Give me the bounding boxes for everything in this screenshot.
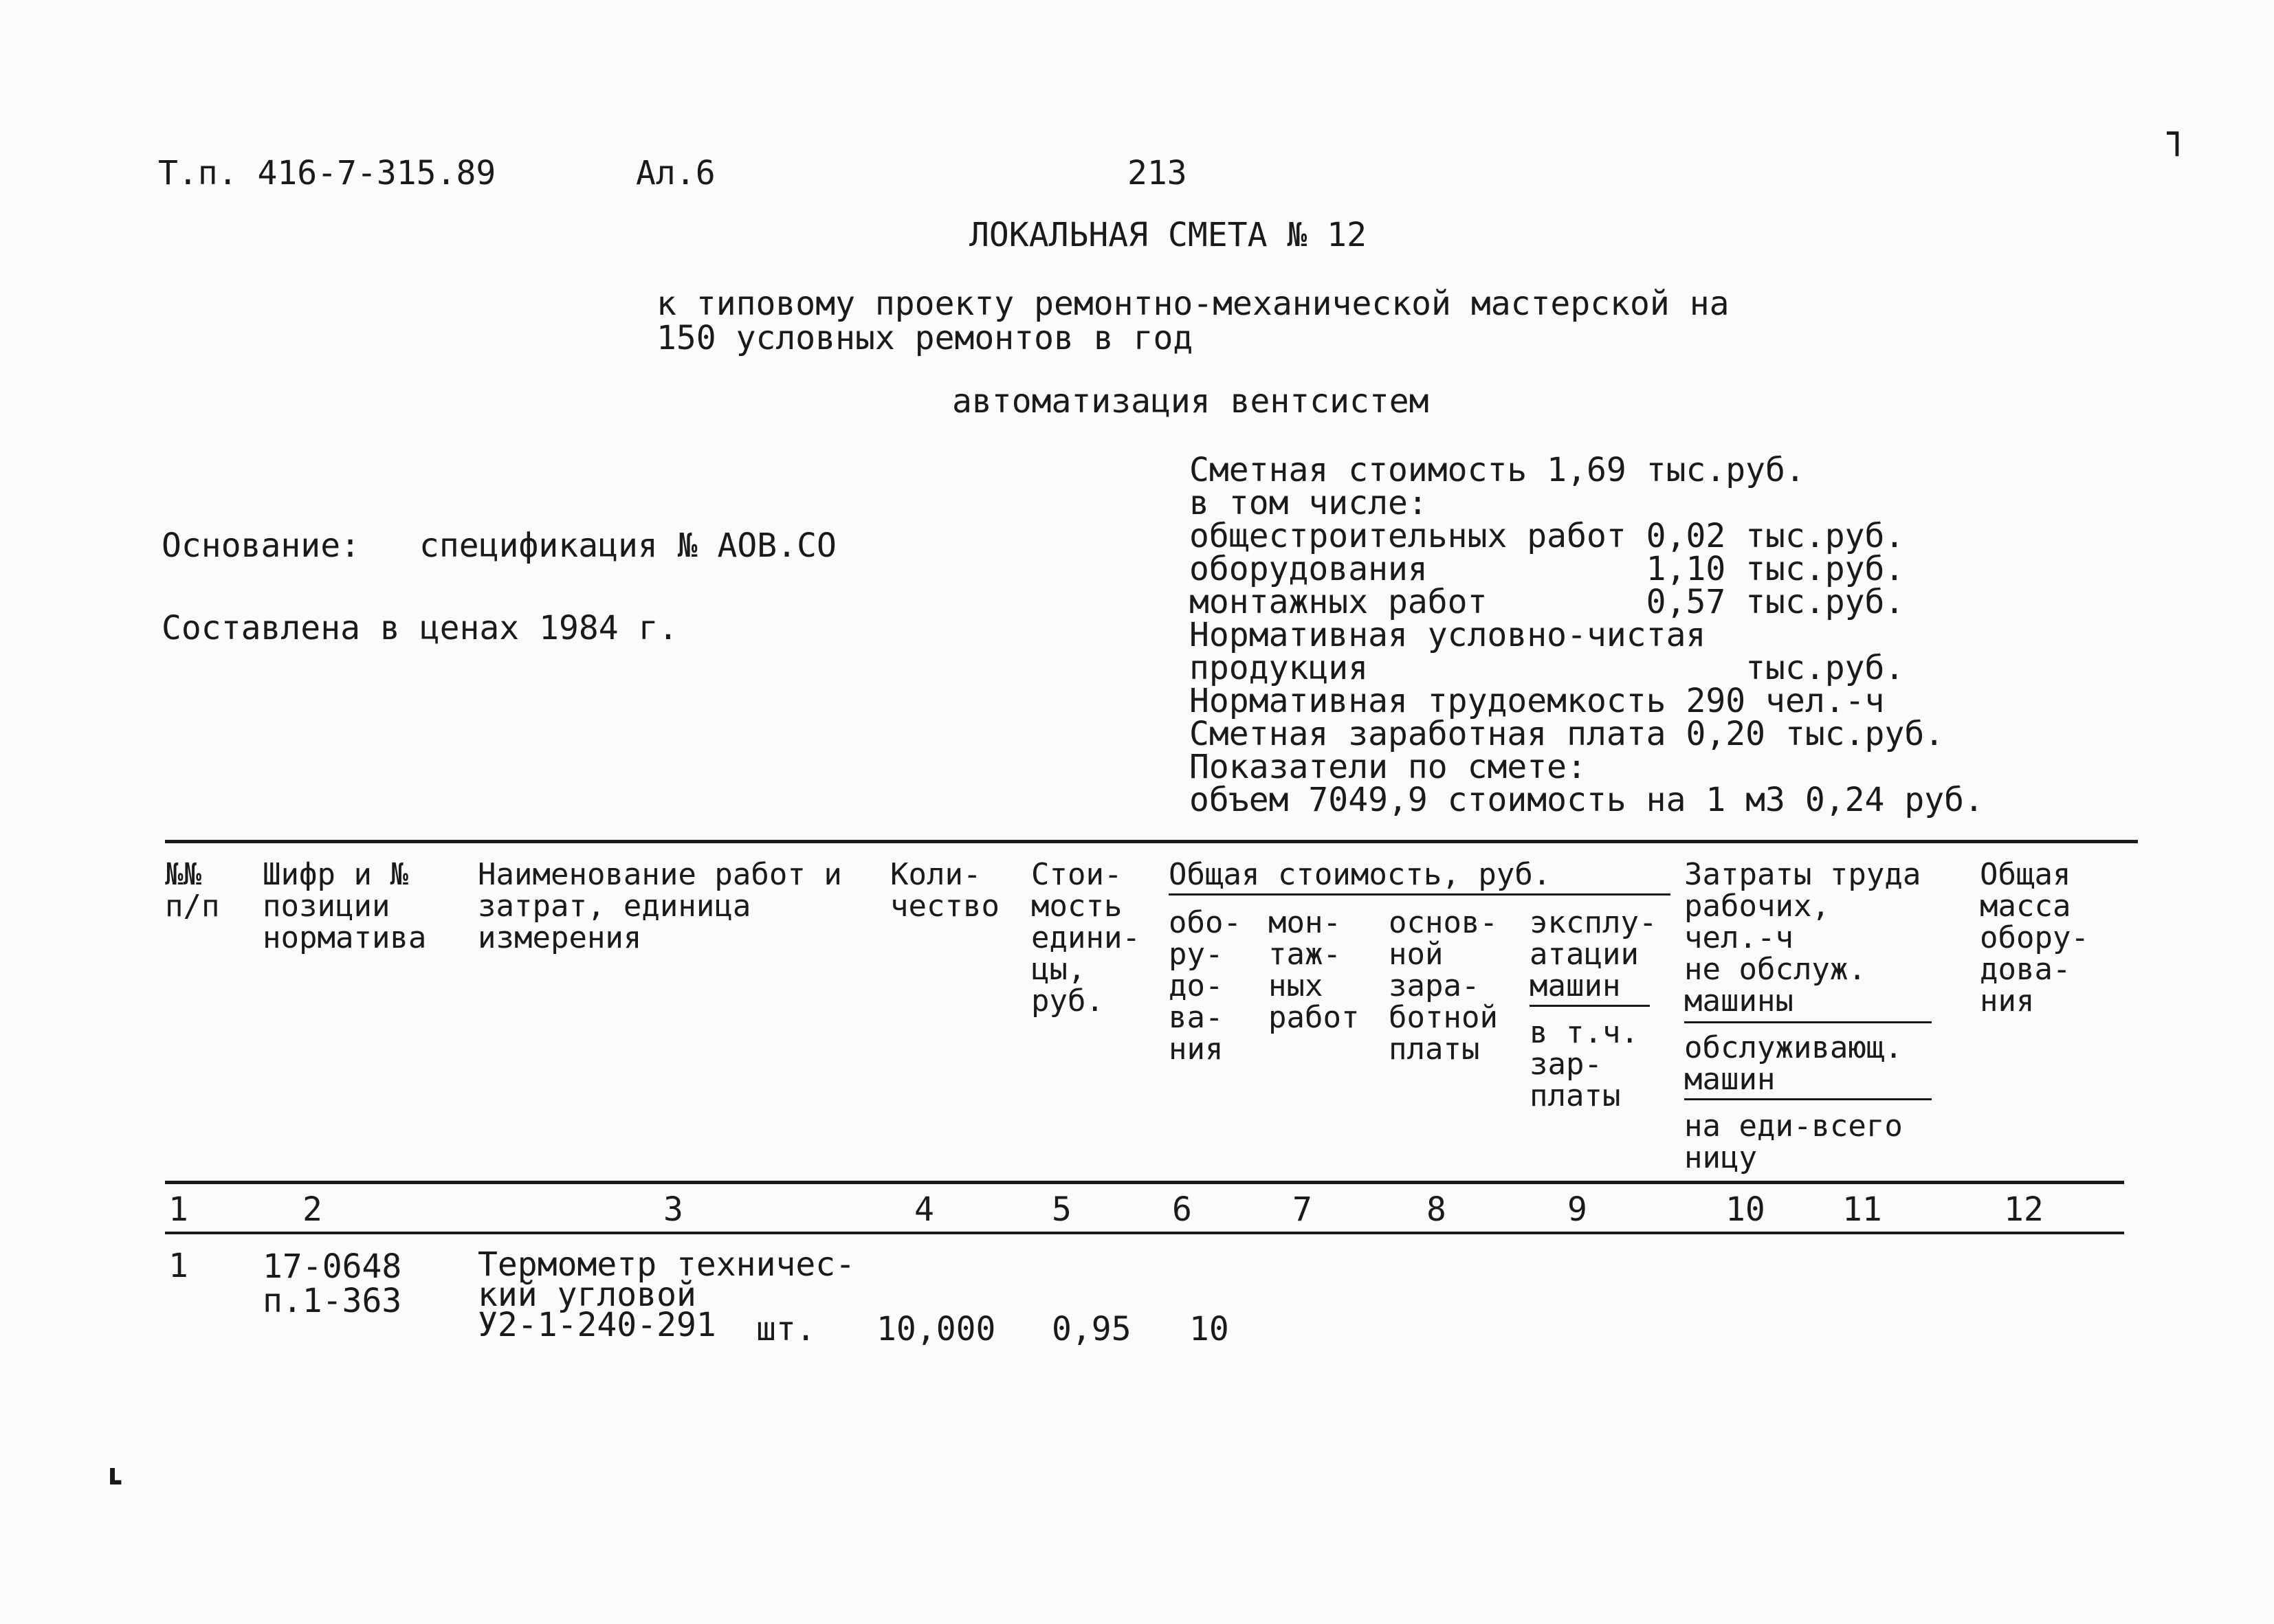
summary-line: Нормативная трудоемкость 290 чел.-ч — [1189, 682, 1885, 720]
summary-line: Сметная стоимость 1,69 тыс.руб. — [1189, 451, 1805, 489]
machine-operation-underline — [1530, 1005, 1650, 1007]
album-number: Ал.6 — [636, 154, 716, 192]
doc-code: Т.п. 416-7-315.89 — [158, 154, 496, 192]
row-code: 17-0648 п.1-363 — [263, 1247, 402, 1320]
col-number: 6 — [1172, 1190, 1192, 1229]
col-header-installation: мон- таж- ных работ — [1268, 905, 1360, 1035]
col-header-machine-operation: эксплу- атации машин — [1530, 905, 1657, 1003]
labor-service-underline — [1684, 1098, 1932, 1100]
row-number: 1 — [168, 1247, 188, 1285]
row-quantity: 10,000 — [876, 1310, 996, 1348]
summary-line: в том числе: — [1189, 484, 1428, 522]
col-number: 12 — [2004, 1190, 2044, 1229]
col-header-name: Наименование работ и затрат, единица измерения — [478, 857, 842, 955]
col-number: 9 — [1567, 1190, 1587, 1229]
section-title: автоматизация вентсистем — [952, 382, 1429, 421]
corner-mark-bottom-icon: ʟ — [107, 1457, 125, 1492]
summary-line: объем 7049,9 стоимость на 1 м3 0,24 руб. — [1189, 781, 1984, 819]
summary-line: общестроительных работ 0,02 тыс.руб. — [1189, 517, 1905, 555]
col-number: 5 — [1052, 1190, 1072, 1229]
col-number: 11 — [1842, 1190, 1882, 1229]
row-unit-cost: 0,95 — [1052, 1310, 1132, 1348]
column-numbers-rule — [165, 1232, 2124, 1234]
col-header-labor-nonservice: Затраты труда рабочих, чел.-ч не обслуж. машины — [1684, 857, 1921, 1019]
table-top-rule — [165, 840, 2138, 843]
col-header-code: Шифр и № позиции норматива — [263, 857, 427, 955]
summary-line: монтажных работ 0,57 тыс.руб. — [1189, 583, 1905, 621]
summary-line: продукция тыс.руб. — [1189, 649, 1905, 687]
row-equipment-cost: 10 — [1189, 1310, 1229, 1348]
header-bottom-rule — [165, 1181, 2124, 1184]
col-number: 4 — [914, 1190, 934, 1229]
corner-mark-icon: ˥ — [2162, 124, 2184, 165]
prices-year: Составлена в ценах 1984 г. — [162, 609, 678, 647]
col-header-labor-per-unit-total: на еди-всего ницу — [1684, 1109, 1903, 1175]
labor-nonservice-underline — [1684, 1021, 1932, 1023]
col-number: 3 — [663, 1190, 683, 1229]
col-number: 10 — [1725, 1190, 1765, 1229]
document-title: ЛОКАЛЬНАЯ СМЕТА № 12 — [969, 216, 1367, 254]
col-header-equipment: обо- ру- до- ва- ния — [1169, 905, 1241, 1067]
col-header-quantity: Коли- чество — [890, 857, 1000, 924]
summary-line: Показатели по смете: — [1189, 748, 1587, 786]
row-unit: шт. — [756, 1310, 816, 1348]
col-number: 2 — [302, 1190, 322, 1229]
col-header-base-wage: основ- ной зара- ботной платы — [1389, 905, 1498, 1067]
col-header-mass: Общая масса обору- дова- ния — [1980, 857, 2089, 1019]
col-number: 7 — [1292, 1190, 1312, 1229]
col-header-labor-service: обслуживающ. машин — [1684, 1030, 1903, 1097]
col-header-machine-wage: в т.ч. зар- платы — [1530, 1015, 1639, 1113]
basis-value: спецификация № АОВ.СО — [419, 526, 837, 565]
row-name: Термометр техничес- кий угловой У2-1-240-291 — [478, 1245, 856, 1344]
group-underline — [1169, 893, 1670, 896]
subtitle-line-2: 150 условных ремонтов в год — [656, 319, 1193, 357]
col-header-unit-cost: Стои- мость едини- цы, руб. — [1031, 857, 1140, 1019]
page-number: 213 — [1127, 154, 1187, 192]
summary-line: оборудования 1,10 тыс.руб. — [1189, 550, 1905, 588]
subtitle-line-1: к типовому проекту ремонтно-механической мастерской на — [656, 285, 1730, 323]
col-number: 1 — [168, 1190, 188, 1229]
col-header-total-cost-group: Общая стоимость, руб. — [1169, 857, 1552, 892]
col-header-number: №№ п/п — [165, 857, 220, 924]
col-number: 8 — [1426, 1190, 1446, 1229]
basis-label: Основание: — [162, 526, 360, 565]
summary-line: Нормативная условно-чистая — [1189, 616, 1706, 654]
summary-line: Сметная заработная плата 0,20 тыс.руб. — [1189, 715, 1945, 753]
